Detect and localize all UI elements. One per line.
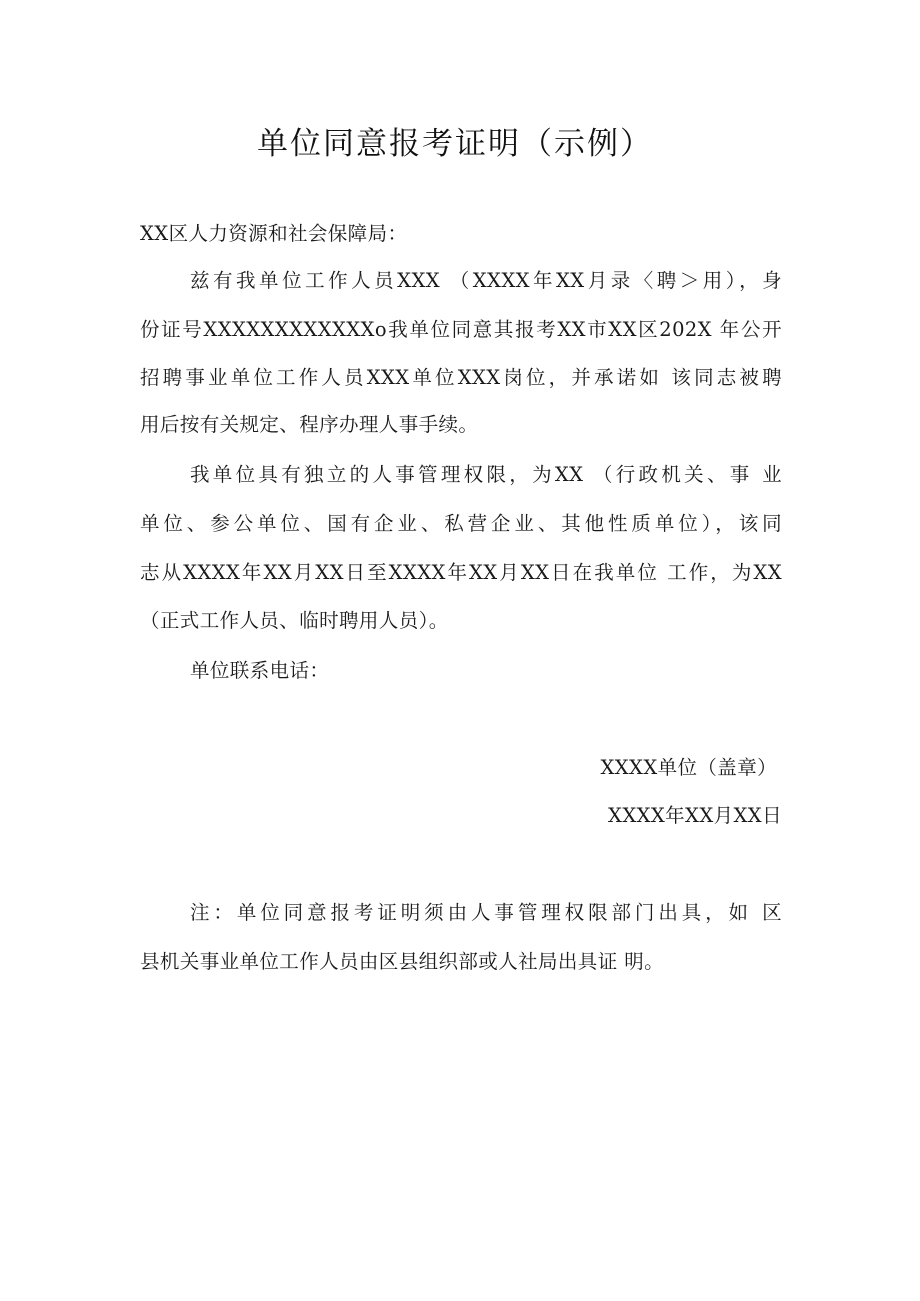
paragraph2-line-3: 志从XXXX年XX月XX日至XXXX年XX月XX日在我单位 工作，为XX — [140, 561, 782, 584]
paragraph2-line-2: 单位、参公单位、国有企业、私营企业、其他性质单位），该同 — [140, 512, 782, 535]
paragraph1-line-3: 招聘事业单位工作人员XXX单位XXX岗位，并承诺如 该同志被聘 — [140, 366, 782, 389]
paragraph1-line-2: 份证号XXXXXXXXXXXXo我单位同意其报考XX市XX区202X 年公开 — [140, 318, 782, 341]
note-line-1: 注：单位同意报考证明须由人事管理权限部门出具，如 区 — [190, 901, 782, 924]
paragraph2-line-4: （正式工作人员、临时聘用人员）。 — [140, 609, 449, 632]
paragraph1-line-1: 兹有我单位工作人员XXX （XXXX年XX月录〈聘＞用），身 — [190, 269, 782, 292]
contact-phone-label: 单位联系电话： — [190, 659, 330, 682]
addressee-line: XX区人力资源和社会保障局： — [140, 222, 408, 245]
document-title: 单位同意报考证明（示例） — [257, 126, 653, 162]
paragraph1-line-4: 用后按有关规定、程序办理人事手续。 — [140, 413, 479, 436]
signature-date: XXXX年XX月XX日 — [608, 804, 782, 827]
note-line-2: 县机关事业单位工作人员由区县组织部或人社局出具证 明。 — [140, 950, 664, 973]
paragraph2-line-1: 我单位具有独立的人事管理权限，为XX （行政机关、事 业 — [190, 463, 782, 486]
signature-unit: XXXX单位（盖章） — [600, 756, 777, 779]
